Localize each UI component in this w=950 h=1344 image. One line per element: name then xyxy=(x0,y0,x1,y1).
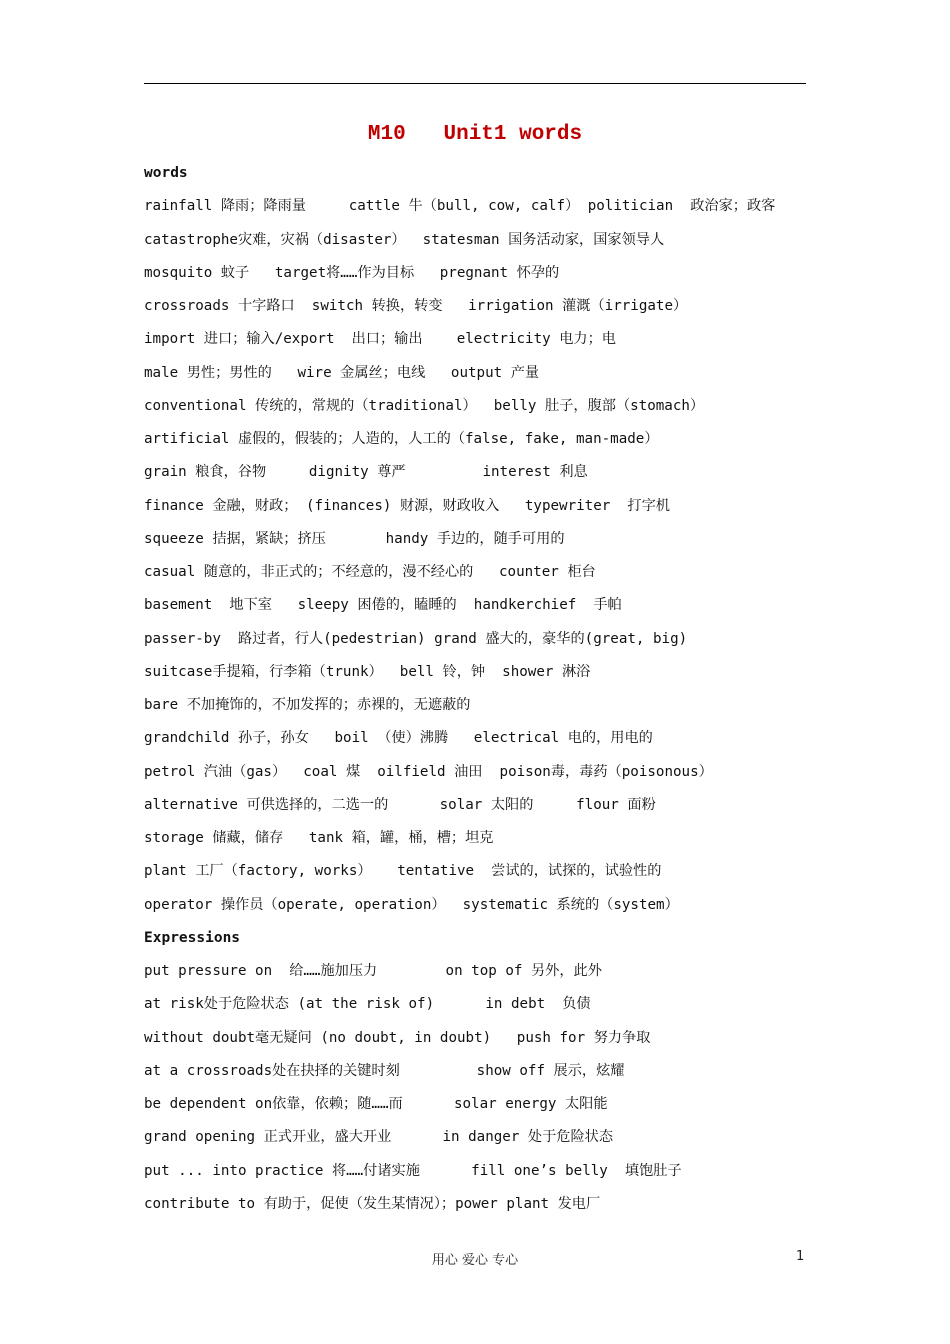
page-title: M10 Unit1 words xyxy=(367,123,583,146)
section-heading-words: words xyxy=(144,165,188,181)
vocab-line: grandchild 孙子，孙女 boil （使）沸腾 electrical 电的，用电的 xyxy=(144,730,653,747)
vocab-line: storage 储藏，储存 tank 箱，罐，桶，槽；坦克 xyxy=(144,830,494,846)
vocabulary-list xyxy=(144,160,806,1224)
header-rule xyxy=(144,83,806,84)
vocab-line: catastrophe灾难，灾祸（disaster） statesman 国务活动家，国家领导人 xyxy=(144,231,665,248)
section-heading-expressions: Expressions xyxy=(144,929,241,946)
vocab-line: squeeze 拮据，紧缺；挤压 handy 手边的，随手可用的 xyxy=(144,530,565,547)
vocab-line: alternative 可供选择的，二选一的 solar 太阳的 flour 面粉 xyxy=(144,796,656,813)
vocab-line: bare 不加掩饰的，不加发挥的；赤裸的，无遮蔽的 xyxy=(144,697,471,713)
expression-line: without doubt毫无疑问 (no doubt, in doubt) push for 努力争取 xyxy=(144,1029,651,1046)
vocab-line: male 男性；男性的 wire 金属丝；电线 output 产量 xyxy=(144,364,540,381)
page-number: 1 xyxy=(796,1249,805,1264)
vocab-line: rainfall 降雨；降雨量 cattle 牛（bull, cow, calf） politician 政治家；政客 xyxy=(144,198,776,215)
expression-line: put pressure on 给……施加压力 on top of 另外，此外 xyxy=(144,963,602,979)
vocab-line: import 进口；输入/export 出口；输出 electricity 电力；电 xyxy=(144,331,616,348)
vocab-line: conventional 传统的，常规的（traditional） belly 肚子，腹部（stomach） xyxy=(144,397,705,414)
vocab-line: plant 工厂（factory, works） tentative 尝试的，试探的，试验性的 xyxy=(144,863,662,880)
vocab-line: crossroads 十字路口 switch 转换，转变 irrigation 灌溉（irrigate） xyxy=(144,298,688,314)
expression-line: be dependent on依靠，依赖；随……而 solar energy 太阳能 xyxy=(144,1096,608,1112)
vocab-line: petrol 汽油（gas） coal 煤 oilfield 油田 poison毒，毒药（poisonous） xyxy=(144,763,713,780)
vocab-line: grain 粮食，谷物 dignity 尊严 interest 利息 xyxy=(144,464,588,481)
expression-line: at a crossroads处在抉择的关键时刻 show off 展示，炫耀 xyxy=(144,1062,625,1079)
expression-line: grand opening 正式开业，盛大开业 in danger 处于危险状态 xyxy=(144,1129,614,1146)
expression-line: contribute to 有助于，促使（发生某情况）；power plant 发电厂 xyxy=(144,1195,601,1212)
vocab-line: finance 金融，财政； (finances) 财源，财政收入 typewriter 打字机 xyxy=(144,497,670,514)
vocab-line: artificial 虚假的，假装的；人造的，人工的（false, fake, man-made） xyxy=(144,431,659,447)
footer-motto: 用心 爱心 专心 xyxy=(431,1253,519,1268)
vocab-line: passer-by 路过者，行人(pedestrian) grand 盛大的，豪华的(great, big) xyxy=(144,630,688,647)
expression-line: put ... into practice 将……付诸实施 fill one’s belly 填饱肚子 xyxy=(144,1162,682,1179)
expression-line: at risk处于危险状态 (at the risk of) in debt 负债 xyxy=(144,996,591,1013)
vocab-line: mosquito 蚊子 target将……作为目标 pregnant 怀孕的 xyxy=(144,264,560,281)
vocab-line: suitcase手提箱，行李箱（trunk） bell 铃，钟 shower 淋浴 xyxy=(144,663,591,680)
vocab-line: basement 地下室 sleepy 困倦的，瞌睡的 handkerchief 手帕 xyxy=(144,597,622,614)
vocab-line: casual 随意的，非正式的；不经意的，漫不经心的 counter 柜台 xyxy=(144,564,596,580)
vocab-line: operator 操作员（operate, operation） systematic 系统的（system） xyxy=(144,896,679,913)
